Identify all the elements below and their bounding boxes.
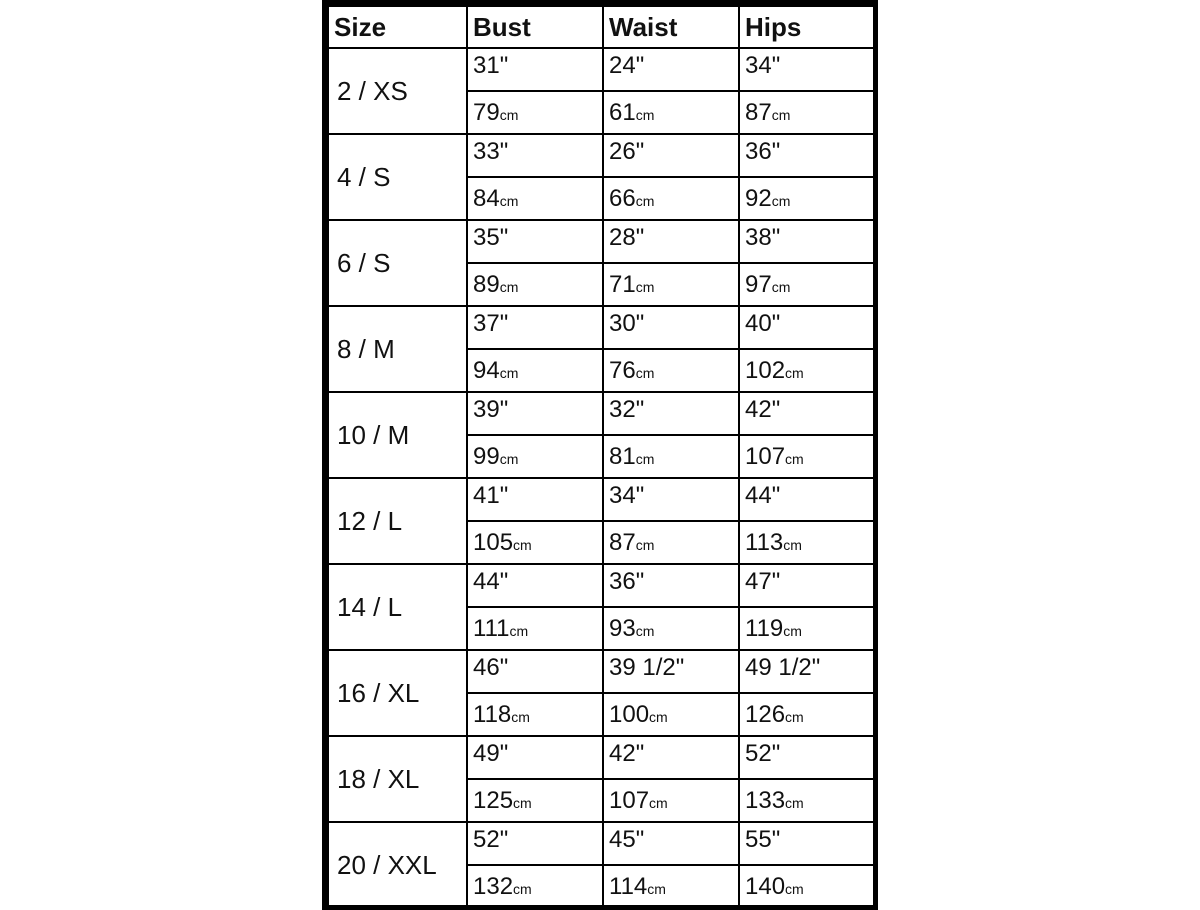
size-label: 8 / M (328, 306, 467, 392)
waist-cm (603, 91, 739, 134)
bust-cm-value: 94 (473, 356, 500, 384)
cm-unit: cm (647, 880, 666, 897)
hips-cm (739, 521, 874, 564)
cm-unit: cm (511, 708, 530, 725)
bust-cm (467, 91, 603, 134)
hips-cm-value: 102 (745, 356, 786, 384)
waist-inches: 32" (603, 392, 739, 435)
hips-inches: 38" (739, 220, 874, 263)
header-row (328, 6, 874, 48)
bust-inches: 31" (467, 48, 603, 91)
cm-unit: cm (785, 364, 804, 381)
hips-cm-value: 133 (745, 786, 786, 814)
hips-cm (739, 607, 874, 650)
hips-cm-value: 126 (745, 700, 786, 728)
waist-cm (603, 177, 739, 220)
bust-cm (467, 521, 603, 564)
waist-cm-value: 61 (609, 98, 636, 126)
bust-cm (467, 779, 603, 822)
hips-cm-value: 113 (745, 528, 784, 556)
hips-inches: 36" (739, 134, 874, 177)
size-label: 2 / XS (328, 48, 467, 134)
hips-inches: 42" (739, 392, 874, 435)
hips-cm-value: 119 (745, 614, 784, 642)
bust-inches: 41" (467, 478, 603, 521)
bust-inches: 35" (467, 220, 603, 263)
hips-cm (739, 177, 874, 220)
cm-unit: cm (635, 364, 655, 381)
table-row (328, 48, 874, 91)
size-label: 20 / XXL (328, 822, 467, 908)
cm-unit: cm (499, 192, 519, 209)
hips-inches: 40" (739, 306, 874, 349)
cm-unit: cm (785, 450, 804, 467)
table-row (328, 392, 874, 435)
bust-inches: 46" (467, 650, 603, 693)
bust-cm-value: 132 (473, 872, 514, 900)
bust-inches: 37" (467, 306, 603, 349)
waist-cm (603, 779, 739, 822)
table-row (328, 478, 874, 521)
bust-inches: 44" (467, 564, 603, 607)
table-row (328, 220, 874, 263)
cm-unit: cm (649, 708, 668, 725)
waist-inches: 42" (603, 736, 739, 779)
bust-cm (467, 435, 603, 478)
waist-inches: 39 1/2" (603, 650, 739, 693)
hips-cm (739, 865, 874, 908)
bust-inches: 52" (467, 822, 603, 865)
table-row (328, 736, 874, 779)
bust-cm-value: 99 (473, 442, 500, 470)
hips-inches: 34" (739, 48, 874, 91)
cm-unit: cm (785, 880, 804, 897)
bust-cm-value: 105 (473, 528, 514, 556)
cm-unit: cm (499, 450, 519, 467)
bust-cm-value: 84 (473, 184, 500, 212)
table-row (328, 306, 874, 349)
waist-inches: 45" (603, 822, 739, 865)
waist-cm (603, 693, 739, 736)
bust-cm-value: 79 (473, 98, 500, 126)
bust-inches: 39" (467, 392, 603, 435)
waist-inches: 24" (603, 48, 739, 91)
cm-unit: cm (499, 364, 519, 381)
cm-unit: cm (785, 708, 804, 725)
cm-unit: cm (499, 278, 519, 295)
cm-unit: cm (783, 536, 802, 553)
size-label: 12 / L (328, 478, 467, 564)
table-row (328, 134, 874, 177)
bust-cm (467, 349, 603, 392)
hips-cm (739, 435, 874, 478)
waist-cm-value: 107 (609, 786, 650, 814)
waist-cm-value: 71 (609, 270, 636, 298)
cm-unit: cm (783, 622, 802, 639)
waist-inches: 30" (603, 306, 739, 349)
size-label: 18 / XL (328, 736, 467, 822)
table-row (328, 564, 874, 607)
hips-cm-value: 107 (745, 442, 786, 470)
cm-unit: cm (771, 106, 791, 123)
header-bust: Bust (467, 6, 603, 48)
bust-inches: 33" (467, 134, 603, 177)
hips-cm (739, 91, 874, 134)
size-chart (322, 0, 878, 910)
size-label: 10 / M (328, 392, 467, 478)
waist-cm (603, 435, 739, 478)
bust-cm (467, 177, 603, 220)
hips-cm-value: 97 (745, 270, 772, 298)
waist-cm-value: 93 (609, 614, 636, 642)
header-size: Size (328, 6, 467, 48)
waist-cm-value: 87 (609, 528, 636, 556)
hips-cm (739, 693, 874, 736)
waist-cm (603, 865, 739, 908)
size-label: 16 / XL (328, 650, 467, 736)
size-label: 6 / S (328, 220, 467, 306)
table-row (328, 822, 874, 865)
hips-inches: 49 1/2" (739, 650, 874, 693)
bust-cm (467, 865, 603, 908)
size-table (327, 5, 875, 909)
waist-cm-value: 100 (609, 700, 650, 728)
waist-inches: 34" (603, 478, 739, 521)
bust-cm-value: 111 (473, 614, 510, 642)
cm-unit: cm (771, 192, 791, 209)
header-hips: Hips (739, 6, 874, 48)
waist-cm (603, 263, 739, 306)
waist-inches: 28" (603, 220, 739, 263)
bust-cm (467, 607, 603, 650)
bust-inches: 49" (467, 736, 603, 779)
header-waist: Waist (603, 6, 739, 48)
table-row (328, 650, 874, 693)
waist-inches: 36" (603, 564, 739, 607)
hips-cm-value: 87 (745, 98, 772, 126)
bust-cm-value: 125 (473, 786, 514, 814)
bust-cm (467, 263, 603, 306)
waist-cm-value: 66 (609, 184, 636, 212)
hips-cm (739, 779, 874, 822)
hips-inches: 52" (739, 736, 874, 779)
bust-cm-value: 118 (473, 700, 512, 728)
hips-inches: 47" (739, 564, 874, 607)
cm-unit: cm (513, 794, 532, 811)
bust-cm (467, 693, 603, 736)
waist-cm (603, 607, 739, 650)
waist-cm-value: 76 (609, 356, 636, 384)
cm-unit: cm (785, 794, 804, 811)
waist-cm (603, 521, 739, 564)
cm-unit: cm (635, 536, 655, 553)
cm-unit: cm (513, 880, 532, 897)
bust-cm-value: 89 (473, 270, 500, 298)
waist-cm-value: 81 (609, 442, 636, 470)
hips-cm (739, 263, 874, 306)
hips-inches: 55" (739, 822, 874, 865)
hips-cm (739, 349, 874, 392)
cm-unit: cm (649, 794, 668, 811)
cm-unit: cm (509, 622, 529, 639)
size-label: 4 / S (328, 134, 467, 220)
hips-inches: 44" (739, 478, 874, 521)
cm-unit: cm (513, 536, 532, 553)
waist-cm (603, 349, 739, 392)
cm-unit: cm (635, 622, 655, 639)
cm-unit: cm (771, 278, 791, 295)
waist-cm-value: 114 (609, 872, 648, 900)
cm-unit: cm (635, 192, 655, 209)
table-body (328, 48, 874, 908)
cm-unit: cm (499, 106, 519, 123)
cm-unit: cm (635, 450, 655, 467)
waist-inches: 26" (603, 134, 739, 177)
hips-cm-value: 140 (745, 872, 786, 900)
size-label: 14 / L (328, 564, 467, 650)
cm-unit: cm (635, 106, 655, 123)
hips-cm-value: 92 (745, 184, 772, 212)
cm-unit: cm (635, 278, 655, 295)
